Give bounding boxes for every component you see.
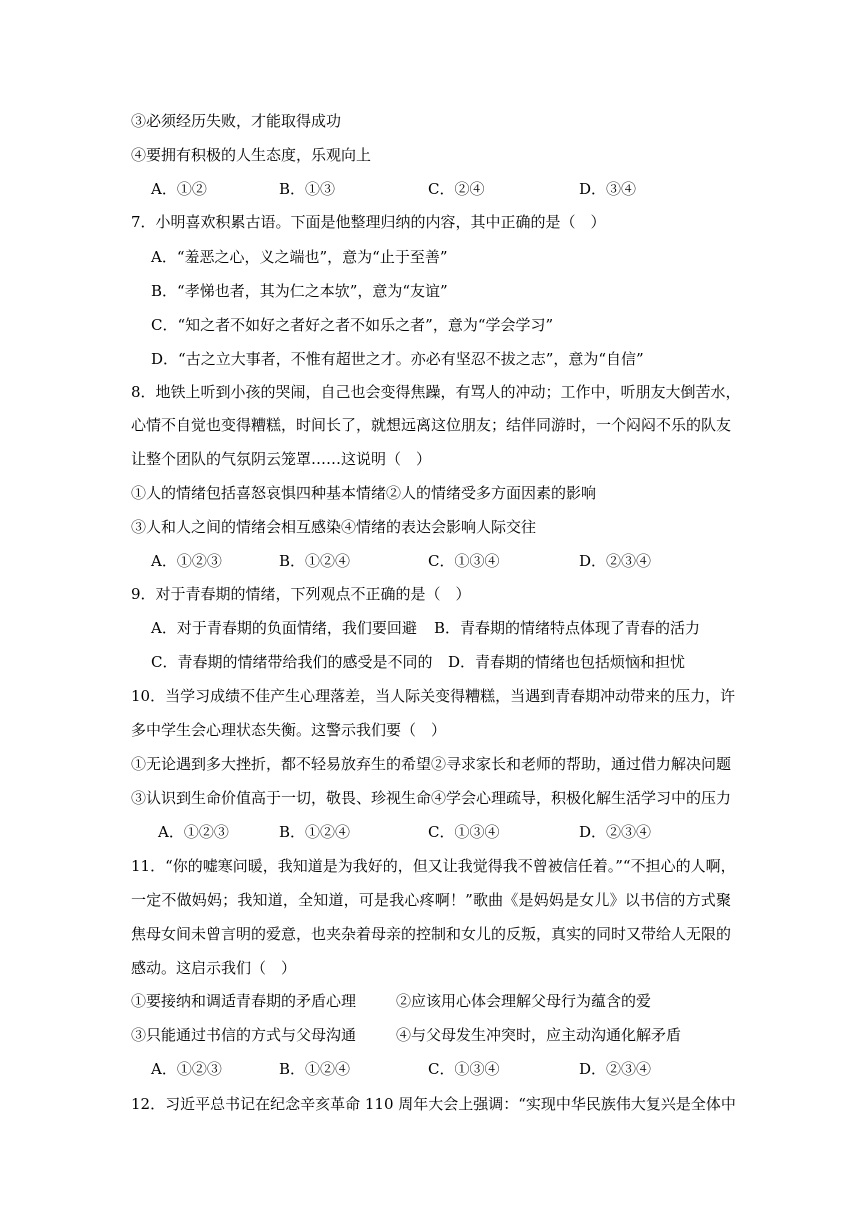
q11-stem-line-3: 焦母女间未曾言明的爱意，也夹杂着母亲的控制和女儿的反叛，真实的同时又带给人无限的 <box>131 925 732 943</box>
q7-stem: 7．小明喜欢积累古语。下面是他整理归纳的内容，其中正确的是（ ） <box>131 213 606 231</box>
q8-option-d: D．②③④ <box>579 552 652 570</box>
q6-option-d: D．③④ <box>579 180 637 198</box>
q11-statement-4: ④与父母发生冲突时，应主动沟通化解矛盾 <box>396 1026 682 1044</box>
q8-stem-line-3: 让整个团队的气氛阴云笼罩……这说明（ ） <box>131 450 432 468</box>
q8-option-b: B．①②④ <box>279 552 351 570</box>
q7-option-a: A．“羞恶之心，义之端也”，意为“止于至善” <box>151 248 448 266</box>
q8-options <box>151 549 711 573</box>
q11-option-d: D．②③④ <box>579 1060 652 1078</box>
q9-option-b: B．青春期的情绪特点体现了青春的活力 <box>434 619 701 637</box>
q10-option-b: B．①②④ <box>279 823 351 841</box>
q9-option-a: A．对于青春期的负面情绪，我们要回避 <box>151 619 417 637</box>
q6-statement-3: ③必须经历失败，才能取得成功 <box>131 112 342 130</box>
q10-option-d: D．②③④ <box>579 823 652 841</box>
q7-option-d: D．“古之立大事者，不惟有超世之才。亦必有坚忍不拔之志”，意为“自信” <box>151 350 644 368</box>
q8-option-a: A．①②③ <box>151 552 222 570</box>
q11-option-c: C．①③④ <box>428 1060 500 1078</box>
q11-statements-row-1 <box>131 989 711 1013</box>
q11-statements-row-2 <box>131 1023 711 1047</box>
q8-statements-3-4: ③人和人之间的情绪会相互感染④情绪的表达会影响人际交往 <box>131 518 537 536</box>
q6-option-a: A．①② <box>151 180 207 198</box>
q7-option-c: C．“知之者不如好之者好之者不如乐之者”，意为“学会学习” <box>151 316 554 334</box>
q8-stem-line-1: 8．地铁上听到小孩的哭闹，自己也会变得焦躁，有骂人的冲动；工作中，听朋友大倒苦水， <box>131 383 741 401</box>
q11-stem-line-4: 感动。这启示我们（ ） <box>131 959 297 977</box>
q11-option-a: A．①②③ <box>151 1060 222 1078</box>
q11-statement-1: ①要接纳和调适青春期的矛盾心理 <box>131 992 357 1010</box>
q9-option-c: C．青春期的情绪带给我们的感受是不同的 <box>151 653 433 671</box>
q6-options <box>151 177 711 201</box>
q11-option-b: B．①②④ <box>279 1060 351 1078</box>
q10-statements-1-2: ①无论遇到多大挫折，都不轻易放弃生的希望②寻求家长和老师的帮助，通过借力解决问题 <box>131 755 732 773</box>
q10-option-a: A．①②③ <box>158 823 229 841</box>
q9-options-row-1 <box>151 616 731 640</box>
q9-stem: 9．对于青春期的情绪，下列观点不正确的是（ ） <box>131 585 471 603</box>
q8-statements-1-2: ①人的情绪包括喜怒哀惧四种基本情绪②人的情绪受多方面因素的影响 <box>131 484 597 502</box>
q6-option-b: B．①③ <box>279 180 336 198</box>
q10-stem-line-2: 多中学生会心理状态失衡。这警示我们要（ ） <box>131 721 447 739</box>
q9-options-row-2 <box>151 650 731 674</box>
q11-statement-3: ③只能通过书信的方式与父母沟通 <box>131 1026 357 1044</box>
q9-option-d: D．青春期的情绪也包括烦恼和担忧 <box>448 653 686 671</box>
q11-options <box>151 1057 711 1081</box>
q10-statements-3-4: ③认识到生命价值高于一切，敬畏、珍视生命④学会心理疏导，积极化解生活学习中的压力 <box>131 789 732 807</box>
q11-stem-line-2: 一定不做妈妈；我知道，全知道，可是我心疼啊！”歌曲《是妈妈是女儿》以书信的方式聚 <box>131 891 731 909</box>
q7-option-b: B．“孝悌也者，其为仁之本欤”，意为“友谊” <box>151 282 448 300</box>
q6-statement-4: ④要拥有积极的人生态度，乐观向上 <box>131 146 372 164</box>
q6-option-c: C．②④ <box>428 180 485 198</box>
q11-statement-2: ②应该用心体会理解父母行为蕴含的爱 <box>396 992 652 1010</box>
q12-stem-line-1: 12．习近平总书记在纪念辛亥革命 110 周年大会上强调：“实现中华民族伟大复兴是全体中 <box>131 1095 736 1113</box>
q10-stem-line-1: 10．当学习成绩不佳产生心理落差，当人际关变得糟糕，当遇到青春期冲动带来的压力，许 <box>131 687 736 705</box>
q8-stem-line-2: 心情不自觉也变得糟糕，时间长了，就想远离这位朋友；结伴同游时，一个闷闷不乐的队友 <box>131 416 732 434</box>
q11-stem-line-1: 11．“你的嘘寒问暖，我知道是为我好的，但又让我觉得我不曾被信任着。”“不担心的人啊， <box>131 857 736 875</box>
q8-option-c: C．①③④ <box>428 552 500 570</box>
q10-options <box>158 820 718 844</box>
q10-option-c: C．①③④ <box>428 823 500 841</box>
